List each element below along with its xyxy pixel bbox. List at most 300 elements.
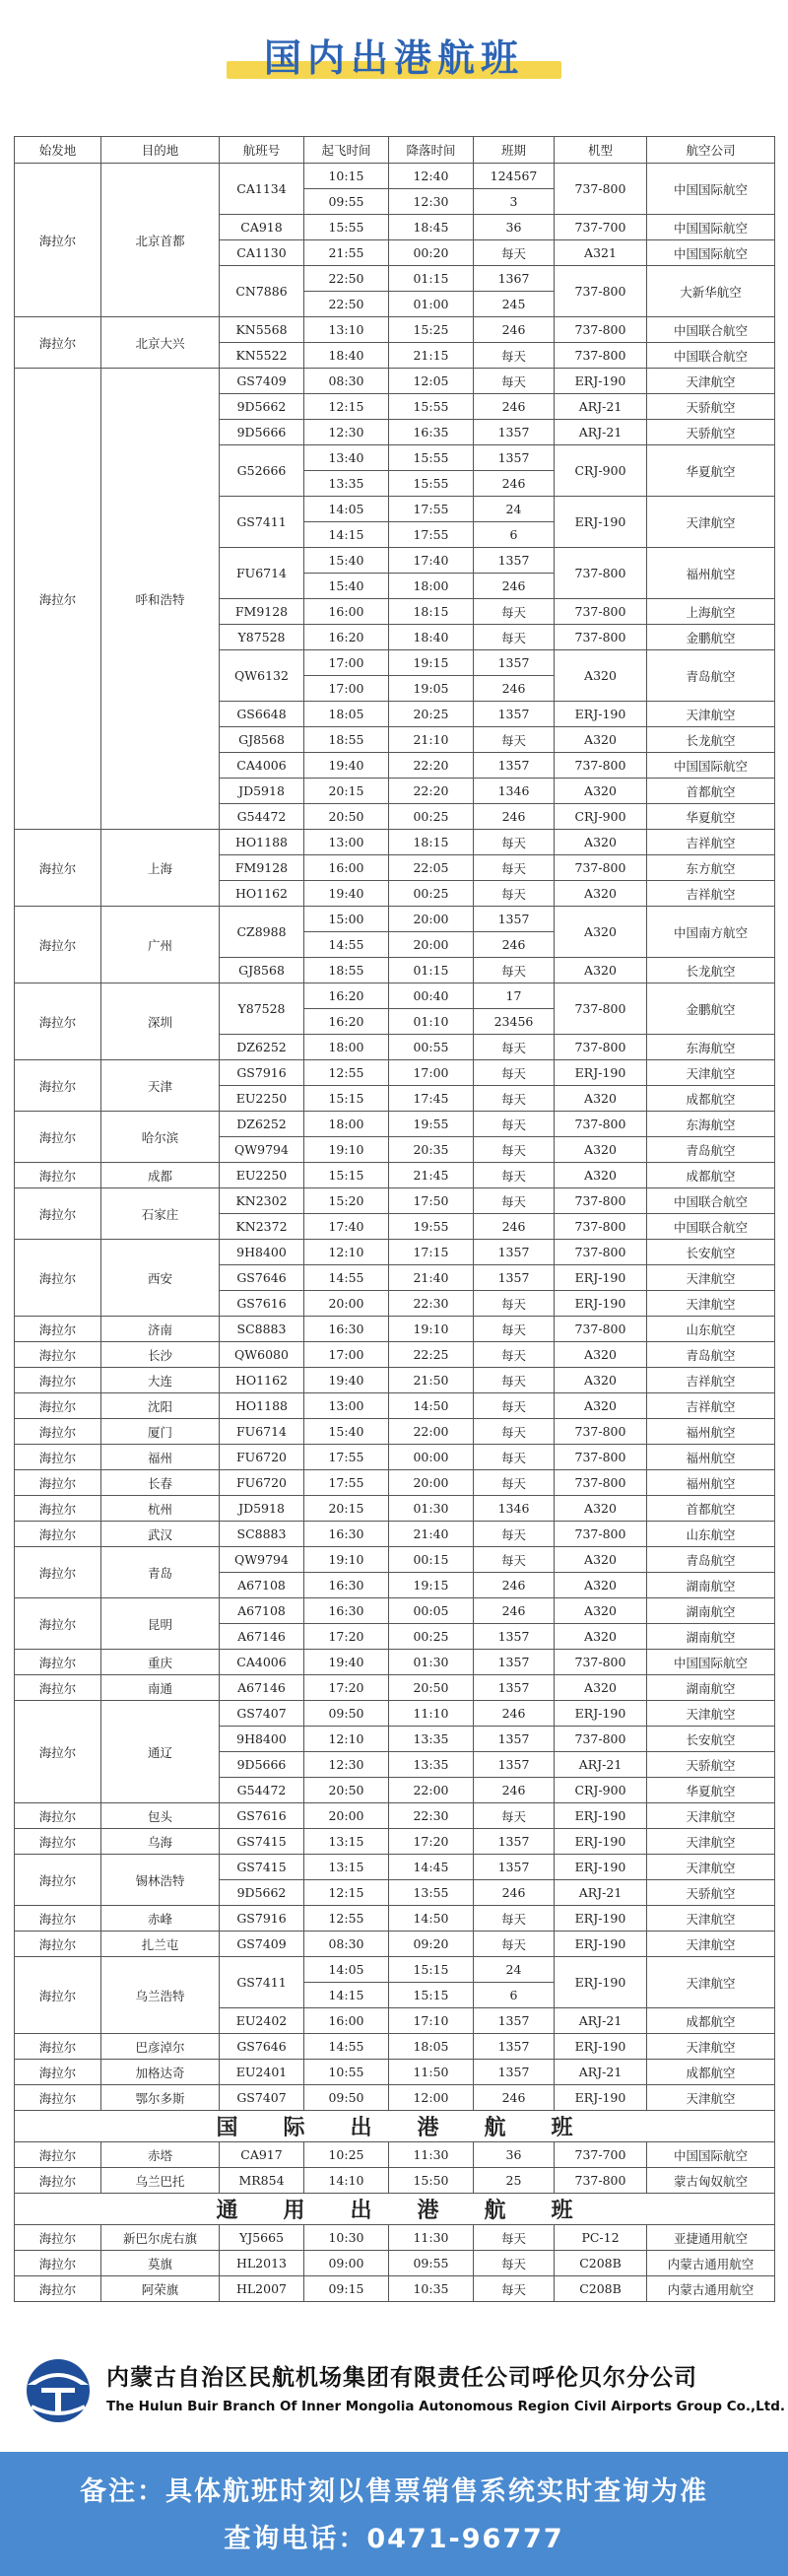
arrival-time-cell: 17:00 [389, 1060, 474, 1086]
departure-time-cell: 09:15 [304, 2276, 389, 2302]
airline-cell: 中国国际航空 [647, 215, 775, 240]
aircraft-cell: 737-800 [555, 1727, 647, 1752]
page-title: 国内出港航班 [263, 36, 524, 80]
schedule-cell: 每天 [474, 1035, 555, 1060]
airline-cell: 青岛航空 [647, 1137, 775, 1163]
flight-number-cell: CA1134 [220, 164, 304, 215]
flight-number-cell: EU2250 [220, 1163, 304, 1188]
schedule-cell: 36 [474, 215, 555, 240]
schedule-cell: 每天 [474, 855, 555, 881]
schedule-cell: 6 [474, 1983, 555, 2008]
departure-time-cell: 12:55 [304, 1906, 389, 1932]
arrival-time-cell: 20:50 [389, 1675, 474, 1701]
aircraft-cell: A320 [555, 907, 647, 958]
departure-time-cell: 14:05 [304, 1957, 389, 1983]
aircraft-cell: ARJ-21 [555, 2008, 647, 2034]
table-row [15, 1957, 775, 1983]
table-row [15, 1419, 775, 1445]
airline-cell: 湖南航空 [647, 1624, 775, 1650]
table-row [15, 2142, 775, 2168]
departure-time-cell: 12:10 [304, 1240, 389, 1265]
airport-logo-icon [20, 2355, 97, 2424]
departure-time-cell: 15:00 [304, 907, 389, 932]
aircraft-cell: ERJ-190 [555, 1291, 647, 1317]
departure-time-cell: 16:30 [304, 1522, 389, 1547]
arrival-time-cell: 18:15 [389, 599, 474, 625]
schedule-cell: 1357 [474, 2034, 555, 2060]
arrival-time-cell: 00:15 [389, 1547, 474, 1573]
airline-cell: 中国联合航空 [647, 343, 775, 369]
flight-number-cell: GS7411 [220, 497, 304, 548]
departure-time-cell: 18:05 [304, 702, 389, 727]
departure-time-cell: 17:40 [304, 1214, 389, 1240]
flight-number-cell: GS6648 [220, 702, 304, 727]
flight-number-cell: GS7409 [220, 369, 304, 394]
airline-cell: 长安航空 [647, 1240, 775, 1265]
airline-cell: 天骄航空 [647, 1752, 775, 1778]
airline-cell: 中国南方航空 [647, 907, 775, 958]
flight-number-cell: FM9128 [220, 855, 304, 881]
flight-number-cell: 9D5662 [220, 1880, 304, 1906]
column-header: 降落时间 [389, 137, 474, 164]
origin-cell: 海拉尔 [15, 1470, 101, 1496]
airline-cell: 天津航空 [647, 1829, 775, 1855]
destination-cell: 哈尔滨 [101, 1112, 220, 1163]
destination-cell: 天津 [101, 1060, 220, 1112]
destination-cell: 济南 [101, 1317, 220, 1342]
arrival-time-cell: 17:15 [389, 1240, 474, 1265]
schedule-cell: 每天 [474, 830, 555, 855]
aircraft-cell: 737-800 [555, 1419, 647, 1445]
destination-cell: 武汉 [101, 1522, 220, 1547]
origin-cell: 海拉尔 [15, 369, 101, 830]
arrival-time-cell: 14:50 [389, 1393, 474, 1419]
arrival-time-cell: 22:20 [389, 753, 474, 779]
aircraft-cell: PC-12 [555, 2225, 647, 2251]
table-row [15, 164, 775, 189]
departure-time-cell: 20:00 [304, 1291, 389, 1317]
schedule-cell: 每天 [474, 1060, 555, 1086]
aircraft-cell: CRJ-900 [555, 1778, 647, 1803]
departure-time-cell: 08:30 [304, 1932, 389, 1957]
airline-cell: 福州航空 [647, 1470, 775, 1496]
airline-cell: 吉祥航空 [647, 830, 775, 855]
schedule-cell: 246 [474, 394, 555, 420]
origin-cell: 海拉尔 [15, 1855, 101, 1906]
schedule-cell: 246 [474, 1880, 555, 1906]
flight-number-cell: HL2013 [220, 2251, 304, 2276]
column-header: 班期 [474, 137, 555, 164]
departure-time-cell: 14:55 [304, 2034, 389, 2060]
flight-number-cell: MR854 [220, 2168, 304, 2194]
table-row [15, 983, 775, 1009]
departure-time-cell: 19:40 [304, 1368, 389, 1393]
arrival-time-cell: 21:50 [389, 1368, 474, 1393]
airline-cell: 福州航空 [647, 1445, 775, 1470]
aircraft-cell: ERJ-190 [555, 1829, 647, 1855]
flight-number-cell: DZ6252 [220, 1035, 304, 1060]
table-row [15, 2034, 775, 2060]
destination-cell: 大连 [101, 1368, 220, 1393]
aircraft-cell: 737-800 [555, 1035, 647, 1060]
arrival-time-cell: 21:40 [389, 1265, 474, 1291]
destination-cell: 乌兰巴托 [101, 2168, 220, 2194]
departure-time-cell: 09:55 [304, 189, 389, 215]
arrival-time-cell: 19:55 [389, 1112, 474, 1137]
arrival-time-cell: 22:05 [389, 855, 474, 881]
aircraft-cell: ERJ-190 [555, 1803, 647, 1829]
flight-number-cell: QW6080 [220, 1342, 304, 1368]
schedule-cell: 36 [474, 2142, 555, 2168]
aircraft-cell: ERJ-190 [555, 2034, 647, 2060]
arrival-time-cell: 00:25 [389, 881, 474, 907]
airline-cell: 成都航空 [647, 2060, 775, 2085]
departure-time-cell: 19:40 [304, 881, 389, 907]
destination-cell: 赤塔 [101, 2142, 220, 2168]
departure-time-cell: 17:00 [304, 650, 389, 676]
departure-time-cell: 22:50 [304, 266, 389, 292]
airline-cell: 金鹏航空 [647, 983, 775, 1035]
departure-time-cell: 12:10 [304, 1727, 389, 1752]
aircraft-cell: 737-800 [555, 983, 647, 1035]
arrival-time-cell: 15:55 [389, 445, 474, 471]
arrival-time-cell: 12:30 [389, 189, 474, 215]
airline-cell: 长安航空 [647, 1727, 775, 1752]
origin-cell: 海拉尔 [15, 907, 101, 983]
origin-cell: 海拉尔 [15, 1650, 101, 1675]
table-row [15, 1598, 775, 1624]
departure-time-cell: 14:55 [304, 932, 389, 958]
departure-time-cell: 10:55 [304, 2060, 389, 2085]
flight-number-cell: QW6132 [220, 650, 304, 702]
arrival-time-cell: 00:55 [389, 1035, 474, 1060]
airline-cell: 天津航空 [647, 1855, 775, 1880]
flight-number-cell: HO1188 [220, 830, 304, 855]
flight-number-cell: HO1162 [220, 1368, 304, 1393]
departure-time-cell: 20:50 [304, 1778, 389, 1803]
aircraft-cell: ARJ-21 [555, 1752, 647, 1778]
departure-time-cell: 10:25 [304, 2142, 389, 2168]
arrival-time-cell: 01:15 [389, 266, 474, 292]
schedule-cell: 每天 [474, 625, 555, 650]
table-row [15, 1240, 775, 1265]
title-block [217, 28, 571, 83]
airline-cell: 内蒙古通用航空 [647, 2251, 775, 2276]
flight-number-cell: DZ6252 [220, 1112, 304, 1137]
schedule-cell: 每天 [474, 958, 555, 983]
departure-time-cell: 10:30 [304, 2225, 389, 2251]
departure-time-cell: 20:15 [304, 1496, 389, 1522]
origin-cell: 海拉尔 [15, 2168, 101, 2194]
table-row [15, 2225, 775, 2251]
aircraft-cell: ERJ-190 [555, 1906, 647, 1932]
arrival-time-cell: 11:50 [389, 2060, 474, 2085]
arrival-time-cell: 01:15 [389, 958, 474, 983]
aircraft-cell: 737-800 [555, 1522, 647, 1547]
table-row [15, 1188, 775, 1214]
schedule-cell: 6 [474, 522, 555, 548]
aircraft-cell: A320 [555, 1393, 647, 1419]
flight-number-cell: CZ8988 [220, 907, 304, 958]
departure-time-cell: 19:40 [304, 753, 389, 779]
departure-time-cell: 20:00 [304, 1803, 389, 1829]
arrival-time-cell: 15:15 [389, 1983, 474, 2008]
airline-cell: 中国国际航空 [647, 164, 775, 215]
table-row [15, 369, 775, 394]
flight-number-cell: JD5918 [220, 779, 304, 804]
destination-cell: 西安 [101, 1240, 220, 1317]
arrival-time-cell: 14:50 [389, 1906, 474, 1932]
table-row [15, 1906, 775, 1932]
destination-cell: 扎兰屯 [101, 1932, 220, 1957]
flight-number-cell: CA918 [220, 215, 304, 240]
destination-cell: 长春 [101, 1470, 220, 1496]
arrival-time-cell: 00:25 [389, 1624, 474, 1650]
airline-cell: 天骄航空 [647, 394, 775, 420]
aircraft-cell: 737-800 [555, 266, 647, 317]
flight-number-cell: G54472 [220, 1778, 304, 1803]
schedule-cell: 每天 [474, 240, 555, 266]
schedule-cell: 每天 [474, 1522, 555, 1547]
aircraft-cell: ERJ-190 [555, 1701, 647, 1727]
origin-cell: 海拉尔 [15, 1445, 101, 1470]
arrival-time-cell: 13:35 [389, 1727, 474, 1752]
flight-number-cell: A67108 [220, 1573, 304, 1598]
flight-number-cell: A67146 [220, 1675, 304, 1701]
aircraft-cell: A320 [555, 1496, 647, 1522]
schedule-cell: 246 [474, 2085, 555, 2111]
org-name-en: The Hulun Buir Branch Of Inner Mongolia Autonomous Region Civil Airports Group Co.,Ltd. [106, 2399, 786, 2414]
origin-cell: 海拉尔 [15, 2276, 101, 2302]
flight-number-cell: KN2372 [220, 1214, 304, 1240]
airline-cell: 中国国际航空 [647, 240, 775, 266]
aircraft-cell: 737-700 [555, 2142, 647, 2168]
origin-cell: 海拉尔 [15, 1342, 101, 1368]
airline-cell: 吉祥航空 [647, 881, 775, 907]
aircraft-cell: C208B [555, 2276, 647, 2302]
arrival-time-cell: 21:40 [389, 1522, 474, 1547]
arrival-time-cell: 19:15 [389, 650, 474, 676]
schedule-cell: 每天 [474, 599, 555, 625]
airline-cell: 吉祥航空 [647, 1368, 775, 1393]
origin-cell: 海拉尔 [15, 1803, 101, 1829]
departure-time-cell: 17:55 [304, 1470, 389, 1496]
departure-time-cell: 08:30 [304, 369, 389, 394]
aircraft-cell: CRJ-900 [555, 804, 647, 830]
departure-time-cell: 18:40 [304, 343, 389, 369]
flight-number-cell: QW9794 [220, 1547, 304, 1573]
table-row [15, 1060, 775, 1086]
departure-time-cell: 12:30 [304, 1752, 389, 1778]
flight-number-cell: CN7886 [220, 266, 304, 317]
schedule-cell: 1357 [474, 907, 555, 932]
departure-time-cell: 19:40 [304, 1650, 389, 1675]
airline-cell: 长龙航空 [647, 727, 775, 753]
schedule-cell: 1357 [474, 1240, 555, 1265]
arrival-time-cell: 20:00 [389, 1470, 474, 1496]
flight-number-cell: A67146 [220, 1624, 304, 1650]
airline-cell: 天津航空 [647, 497, 775, 548]
flight-number-cell: GS7411 [220, 1957, 304, 2008]
schedule-cell: 每天 [474, 1342, 555, 1368]
aircraft-cell: A320 [555, 1573, 647, 1598]
table-row [15, 830, 775, 855]
departure-time-cell: 13:40 [304, 445, 389, 471]
flight-number-cell: YJ5665 [220, 2225, 304, 2251]
schedule-cell: 每天 [474, 1932, 555, 1957]
departure-time-cell: 18:00 [304, 1035, 389, 1060]
destination-cell: 加格达奇 [101, 2060, 220, 2085]
flight-number-cell: 9H8400 [220, 1727, 304, 1752]
flight-number-cell: 9D5666 [220, 420, 304, 445]
departure-time-cell: 14:10 [304, 2168, 389, 2194]
schedule-cell: 每天 [474, 369, 555, 394]
arrival-time-cell: 22:00 [389, 1419, 474, 1445]
table-row [15, 1342, 775, 1368]
schedule-cell: 每天 [474, 1470, 555, 1496]
departure-time-cell: 14:05 [304, 497, 389, 522]
arrival-time-cell: 20:00 [389, 907, 474, 932]
destination-cell: 广州 [101, 907, 220, 983]
table-row [15, 1470, 775, 1496]
departure-time-cell: 16:20 [304, 1009, 389, 1035]
flight-number-cell: KN5568 [220, 317, 304, 343]
origin-cell: 海拉尔 [15, 1060, 101, 1112]
arrival-time-cell: 18:45 [389, 215, 474, 240]
departure-time-cell: 13:00 [304, 830, 389, 855]
destination-cell: 鄂尔多斯 [101, 2085, 220, 2111]
aircraft-cell: ERJ-190 [555, 1855, 647, 1880]
flight-number-cell: EU2402 [220, 2008, 304, 2034]
aircraft-cell: ERJ-190 [555, 497, 647, 548]
arrival-time-cell: 22:30 [389, 1291, 474, 1317]
departure-time-cell: 14:15 [304, 1983, 389, 2008]
flight-number-cell: FU6714 [220, 1419, 304, 1445]
flight-number-cell: HO1188 [220, 1393, 304, 1419]
arrival-time-cell: 17:55 [389, 522, 474, 548]
aircraft-cell: 737-800 [555, 164, 647, 215]
arrival-time-cell: 17:55 [389, 497, 474, 522]
origin-cell: 海拉尔 [15, 2085, 101, 2111]
schedule-cell: 246 [474, 574, 555, 599]
column-header: 机型 [555, 137, 647, 164]
schedule-cell: 1367 [474, 266, 555, 292]
aircraft-cell: 737-800 [555, 1445, 647, 1470]
flight-number-cell: HO1162 [220, 881, 304, 907]
origin-cell: 海拉尔 [15, 1522, 101, 1547]
phone-text: 查询电话：0471-96777 [224, 2524, 564, 2554]
general-aviation-section [15, 2194, 775, 2225]
destination-cell: 赤峰 [101, 1906, 220, 1932]
international-section-title: 国际出港航班 [15, 2111, 775, 2142]
schedule-cell: 1357 [474, 1650, 555, 1675]
schedule-cell: 246 [474, 1778, 555, 1803]
aircraft-cell: A320 [555, 1624, 647, 1650]
arrival-time-cell: 15:15 [389, 1957, 474, 1983]
column-header: 起飞时间 [304, 137, 389, 164]
origin-cell: 海拉尔 [15, 2034, 101, 2060]
origin-cell: 海拉尔 [15, 1547, 101, 1598]
departure-time-cell: 16:00 [304, 599, 389, 625]
arrival-time-cell: 11:10 [389, 1701, 474, 1727]
destination-cell: 北京大兴 [101, 317, 220, 369]
airline-cell: 湖南航空 [647, 1598, 775, 1624]
departure-time-cell: 19:10 [304, 1137, 389, 1163]
destination-cell: 北京首都 [101, 164, 220, 317]
arrival-time-cell: 09:55 [389, 2251, 474, 2276]
aircraft-cell: A320 [555, 1675, 647, 1701]
arrival-time-cell: 01:30 [389, 1650, 474, 1675]
departure-time-cell: 13:35 [304, 471, 389, 497]
arrival-time-cell: 22:30 [389, 1803, 474, 1829]
aircraft-cell: C208B [555, 2251, 647, 2276]
schedule-cell: 每天 [474, 1419, 555, 1445]
aircraft-cell: A320 [555, 1368, 647, 1393]
destination-cell: 阿荣旗 [101, 2276, 220, 2302]
schedule-cell: 每天 [474, 1086, 555, 1112]
aircraft-cell: 737-800 [555, 317, 647, 343]
schedule-cell: 每天 [474, 2251, 555, 2276]
schedule-cell: 1357 [474, 1752, 555, 1778]
airline-cell: 天津航空 [647, 1932, 775, 1957]
departure-time-cell: 09:00 [304, 2251, 389, 2276]
destination-cell: 深圳 [101, 983, 220, 1060]
departure-time-cell: 17:00 [304, 1342, 389, 1368]
destination-cell: 厦门 [101, 1419, 220, 1445]
aircraft-cell: 737-800 [555, 625, 647, 650]
destination-cell: 南通 [101, 1675, 220, 1701]
aircraft-cell: A320 [555, 881, 647, 907]
arrival-time-cell: 19:55 [389, 1214, 474, 1240]
schedule-cell: 246 [474, 932, 555, 958]
flight-number-cell: EU2401 [220, 2060, 304, 2085]
flight-number-cell: GS7415 [220, 1829, 304, 1855]
airline-cell: 吉祥航空 [647, 1393, 775, 1419]
aircraft-cell: A320 [555, 727, 647, 753]
airline-cell: 金鹏航空 [647, 625, 775, 650]
aircraft-cell: A320 [555, 1547, 647, 1573]
airline-cell: 中国联合航空 [647, 1188, 775, 1214]
table-row [15, 1112, 775, 1137]
org-name-cn: 内蒙古自治区民航机场集团有限责任公司呼伦贝尔分公司 [106, 2365, 697, 2391]
destination-cell: 锡林浩特 [101, 1855, 220, 1906]
airline-cell: 蒙古匈奴航空 [647, 2168, 775, 2194]
schedule-cell: 246 [474, 676, 555, 702]
destination-cell: 昆明 [101, 1598, 220, 1650]
aircraft-cell: 737-800 [555, 1317, 647, 1342]
flight-number-cell: Y87528 [220, 983, 304, 1035]
flight-number-cell: JD5918 [220, 1496, 304, 1522]
aircraft-cell: 737-800 [555, 2168, 647, 2194]
aircraft-cell: ERJ-190 [555, 702, 647, 727]
departure-time-cell: 19:10 [304, 1547, 389, 1573]
table-row [15, 1803, 775, 1829]
airline-cell: 成都航空 [647, 2008, 775, 2034]
column-header: 始发地 [15, 137, 101, 164]
arrival-time-cell: 19:10 [389, 1317, 474, 1342]
departure-time-cell: 10:15 [304, 164, 389, 189]
table-row [15, 2060, 775, 2085]
flight-number-cell: GS7616 [220, 1291, 304, 1317]
arrival-time-cell: 00:40 [389, 983, 474, 1009]
schedule-cell: 每天 [474, 1445, 555, 1470]
schedule-cell: 1357 [474, 650, 555, 676]
international-section [15, 2111, 775, 2142]
arrival-time-cell: 10:35 [389, 2276, 474, 2302]
origin-cell: 海拉尔 [15, 1240, 101, 1317]
table-row [15, 2251, 775, 2276]
airline-cell: 大新华航空 [647, 266, 775, 317]
